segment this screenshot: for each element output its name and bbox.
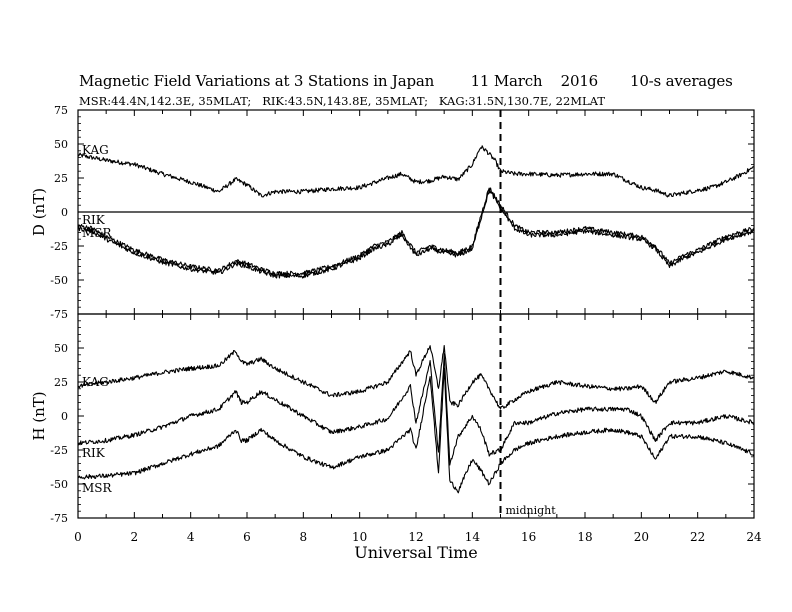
y-tick-label: -75 <box>50 512 68 525</box>
series-line-msr-1 <box>78 368 754 493</box>
series-label-kag: KAG <box>82 375 109 389</box>
series-line-kag-1 <box>78 346 754 410</box>
x-tick-label: 6 <box>243 530 251 544</box>
x-tick-label: 10 <box>352 530 368 544</box>
series-line-kag-0 <box>78 146 754 197</box>
y-tick-label: 0 <box>61 206 68 219</box>
y-tick-label: 50 <box>54 138 68 151</box>
y-tick-label: -50 <box>50 478 68 491</box>
y-tick-label: -25 <box>50 240 68 253</box>
y-tick-label: -50 <box>50 274 68 287</box>
y-tick-label: 75 <box>54 104 68 117</box>
panel-frame-1 <box>78 314 754 518</box>
y-tick-label: 25 <box>54 172 68 185</box>
x-tick-label: 4 <box>186 530 195 544</box>
x-tick-label: 12 <box>408 530 424 544</box>
x-axis-label: Universal Time <box>354 543 478 562</box>
series-line-rik-0 <box>78 188 754 275</box>
series-label-msr: MSR <box>82 226 112 240</box>
y-axis-label: H (nT) <box>30 391 48 441</box>
series-label-msr: MSR <box>82 481 112 495</box>
series-label-rik: RIK <box>82 446 105 460</box>
axes-layer <box>78 110 754 518</box>
x-tick-label: 2 <box>130 530 139 544</box>
x-tick-label: 24 <box>746 530 762 544</box>
chart-subtitle: MSR:44.4N,142.3E, 35MLAT; RIK:43.5N,143.8E, 35MLAT; KAG:31.5N,130.7E, 22MLAT <box>79 94 606 108</box>
label-layer <box>30 104 762 562</box>
y-tick-label: -25 <box>50 444 68 457</box>
x-tick-label: 20 <box>633 530 649 544</box>
x-tick-label: 22 <box>690 530 706 544</box>
series-label-rik: RIK <box>82 213 105 227</box>
y-tick-label: 50 <box>54 342 68 355</box>
series-label-kag: KAG <box>82 143 109 157</box>
chart-title: Magnetic Field Variations at 3 Stations in Japan 11 March 2016 10-s averages <box>79 72 733 90</box>
y-tick-label: 0 <box>61 410 68 423</box>
y-tick-label: 25 <box>54 376 68 389</box>
y-tick-label: -75 <box>50 308 68 321</box>
x-tick-label: 16 <box>521 530 537 544</box>
y-axis-label: D (nT) <box>30 187 48 237</box>
x-tick-label: 18 <box>577 530 593 544</box>
x-tick-label: 0 <box>74 530 82 544</box>
x-tick-label: 14 <box>464 530 480 544</box>
x-tick-label: 8 <box>299 530 308 544</box>
midnight-annotation: midnight <box>505 504 556 517</box>
